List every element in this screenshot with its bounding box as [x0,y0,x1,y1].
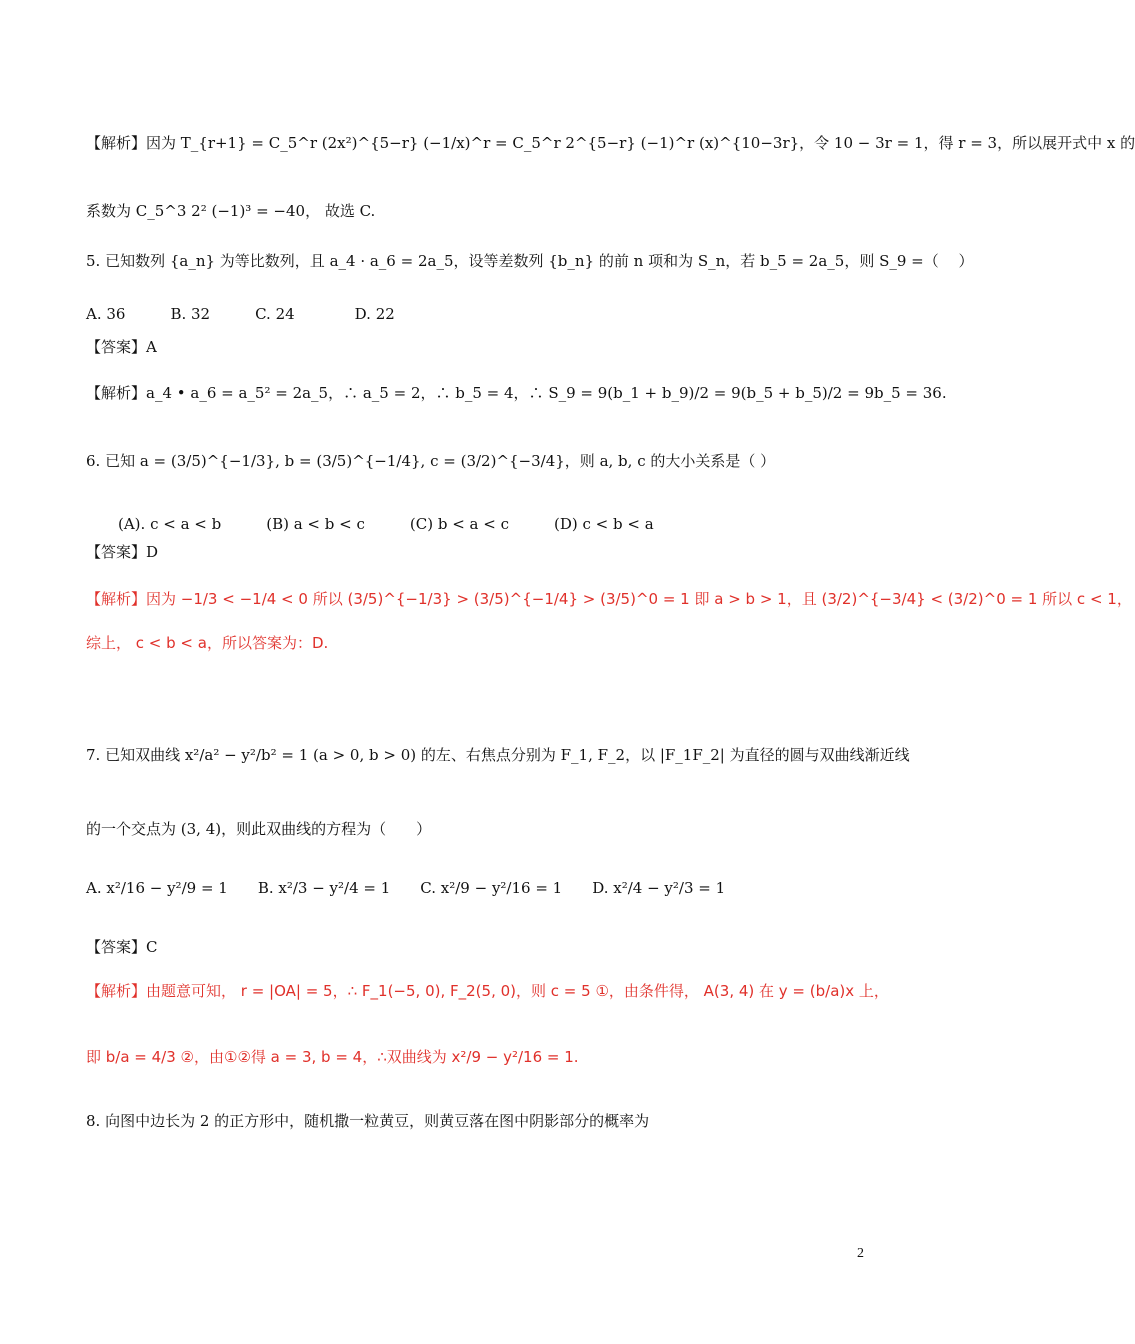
q5-options: A. 36 B. 32 C. 24 D. 22 [86,305,395,323]
q7-stem-line-1: 7. 已知双曲线 x²/a² − y²/b² = 1 (a > 0, b > 0) 的左、右焦点分别为 F_1, F_2，以 |F_1F_2| 为直径的圆与双曲线渐近线 [86,746,910,764]
q6-solution-line-1: 【解析】因为 −1/3 < −1/4 < 0 所以 (3/5)^{−1/3} > (3/5)^{−1/4} > (3/5)^0 = 1 即 a > b > 1，且 (3/2)^{−3/4} < (3/2)^0 = 1 所以 c < 1， [86,590,1132,608]
q7-solution-line-2: 即 b/a = 4/3 ②，由①②得 a = 3, b = 4，∴双曲线为 x²/9 − y²/16 = 1. [86,1048,579,1066]
q5-stem: 5. 已知数列 {a_n} 为等比数列，且 a_4 · a_6 = 2a_5，设等差数列 {b_n} 的前 n 项和为 S_n，若 b_5 = 2a_5，则 S_9 =（ ） [86,252,974,270]
q7-stem-line-2: 的一个交点为 (3, 4)，则此双曲线的方程为（ ） [86,820,432,838]
page-number: 2 [857,1246,864,1261]
q4-solution-line-1: 【解析】因为 T_{r+1} = C_5^r (2x²)^{5−r} (−1/x)^r = C_5^r 2^{5−r} (−1)^r (x)^{10−3r}，令 10 − 3r = 1，得 r = 3，所以展开式中 x 的 [86,134,1135,152]
q6-answer: 【答案】D [86,543,159,561]
q5-answer: 【答案】A [86,338,157,356]
q8-stem: 8. 向图中边长为 2 的正方形中，随机撒一粒黄豆，则黄豆落在图中阴影部分的概率为 [86,1112,650,1130]
q7-answer: 【答案】C [86,938,158,956]
q7-solution-line-1: 【解析】由题意可知， r = |OA| = 5，∴ F_1(−5, 0), F_2(5, 0)，则 c = 5 ①，由条件得， A(3, 4) 在 y = (b/a)x 上， [86,982,889,1000]
q6-solution-line-2: 综上， c < b < a，所以答案为：D. [86,634,329,652]
q4-solution-line-2: 系数为 C_5^3 2² (−1)³ = −40， 故选 C. [86,202,376,220]
q5-solution: 【解析】a_4 • a_6 = a_5² = 2a_5，∴ a_5 = 2，∴ b_5 = 4，∴ S_9 = 9(b_1 + b_9)/2 = 9(b_5 + b_5)/2 = 9b_5 = 36. [86,384,947,402]
q7-options: A. x²/16 − y²/9 = 1 B. x²/3 − y²/4 = 1 C. x²/9 − y²/16 = 1 D. x²/4 − y²/3 = 1 [86,879,726,897]
q6-stem: 6. 已知 a = (3/5)^{−1/3}, b = (3/5)^{−1/4}, c = (3/2)^{−3/4}，则 a, b, c 的大小关系是（ ） [86,452,776,470]
q6-options: (A). c < a < b (B) a < b < c (C) b < a < c (D) c < b < a [118,515,654,533]
